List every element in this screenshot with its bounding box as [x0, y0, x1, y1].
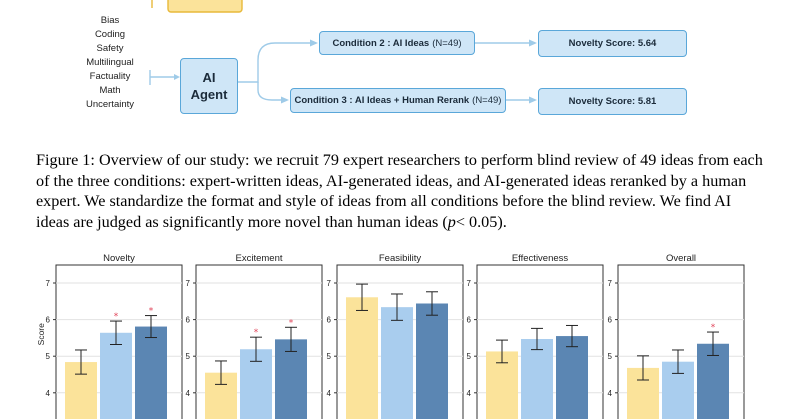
novelty-score-ai-box: [538, 30, 687, 57]
y-tick-label: 6: [466, 315, 471, 325]
caption-text: Figure 1: Overview of our study: we recruit 79 expert researchers to perform blind review of 49 ideas from each of the three conditions: expert-written ideas, AI-generated ideas, and AI-generated ideas reranked by a human expert. We standardize the format and style of ideas from all conditions before the blind review. We find AI ideas are judged as significantly more novel than human ideas (: [36, 151, 763, 231]
y-tick-label: 5: [326, 352, 331, 362]
condition-2-box: [319, 31, 475, 55]
score-bar-charts: [0, 248, 800, 419]
chart-title: Novelty: [103, 253, 135, 264]
condition-1-box-partial: [168, 0, 242, 12]
chart-effectiveness: [467, 253, 603, 419]
bar: [521, 339, 553, 419]
chart-title: Feasibility: [378, 253, 422, 264]
bar: [100, 333, 132, 419]
chart-title: Effectiveness: [511, 253, 569, 264]
condition-3-box: [290, 88, 506, 113]
novelty-score-rerank: Novelty Score: 5.81: [568, 96, 657, 107]
y-tick-label: 4: [45, 388, 50, 398]
y-tick-label: 7: [466, 279, 471, 288]
novelty-score-rerank-box: [538, 88, 687, 115]
condition-3-label: Condition 3 : AI Ideas + Human Rerank: [294, 95, 470, 106]
bar: [416, 303, 448, 419]
y-tick-label: 7: [45, 279, 50, 288]
significance-star: *: [253, 328, 259, 339]
topic-math: Math: [99, 85, 121, 96]
ai-agent-box: [180, 58, 238, 114]
y-tick-label: 6: [326, 315, 331, 325]
topic-bias: Bias: [100, 15, 120, 26]
caption-p-symbol: p: [447, 212, 456, 231]
y-tick-label: 6: [607, 315, 612, 325]
chart-overall: [608, 253, 744, 419]
significance-star: *: [288, 318, 294, 329]
novelty-score-ai: Novelty Score: 5.64: [568, 38, 657, 49]
chart-novelty: [36, 253, 182, 419]
figure-caption: [36, 150, 766, 232]
caption-text-end: < 0.05).: [455, 212, 507, 231]
y-axis-label: Score: [36, 323, 46, 346]
y-tick-label: 4: [607, 388, 612, 398]
chart-feasibility: [327, 253, 463, 419]
y-tick-label: 4: [326, 388, 331, 398]
chart-title: Overall: [665, 253, 697, 264]
y-tick-label: 5: [607, 352, 612, 362]
significance-star: *: [148, 306, 154, 317]
bar: [556, 336, 588, 419]
topic-multilingual: Multilingual: [86, 57, 134, 68]
condition-2-label: Condition 2 : AI Ideas: [332, 37, 430, 49]
bar: [135, 327, 167, 419]
ai-agent-line2: Agent: [190, 87, 228, 102]
y-tick-label: 4: [185, 388, 190, 398]
topic-coding: Coding: [94, 29, 126, 40]
significance-star: *: [113, 312, 119, 323]
topic-factuality: Factuality: [89, 71, 131, 82]
y-tick-label: 7: [607, 279, 612, 288]
ai-agent-line1: AI: [202, 70, 216, 85]
bar: [381, 307, 413, 419]
condition-2-n: (N=49): [432, 37, 462, 49]
y-tick-label: 5: [185, 352, 190, 362]
y-tick-label: 4: [466, 388, 471, 398]
y-tick-label: 7: [185, 279, 190, 288]
y-tick-label: 6: [185, 315, 190, 325]
study-overview-diagram: [0, 0, 800, 140]
topic-uncertainty: Uncertainty: [85, 99, 135, 110]
chart-excitement: [186, 253, 322, 419]
chart-title: Excitement: [235, 253, 283, 264]
y-tick-label: 6: [45, 315, 50, 325]
bar: [346, 297, 378, 419]
significance-star: *: [710, 323, 716, 334]
y-tick-label: 5: [466, 352, 471, 362]
topic-safety: Safety: [96, 43, 124, 54]
y-tick-label: 7: [326, 279, 331, 288]
condition-3-n: (N=49): [472, 95, 502, 106]
y-tick-label: 5: [45, 352, 50, 362]
